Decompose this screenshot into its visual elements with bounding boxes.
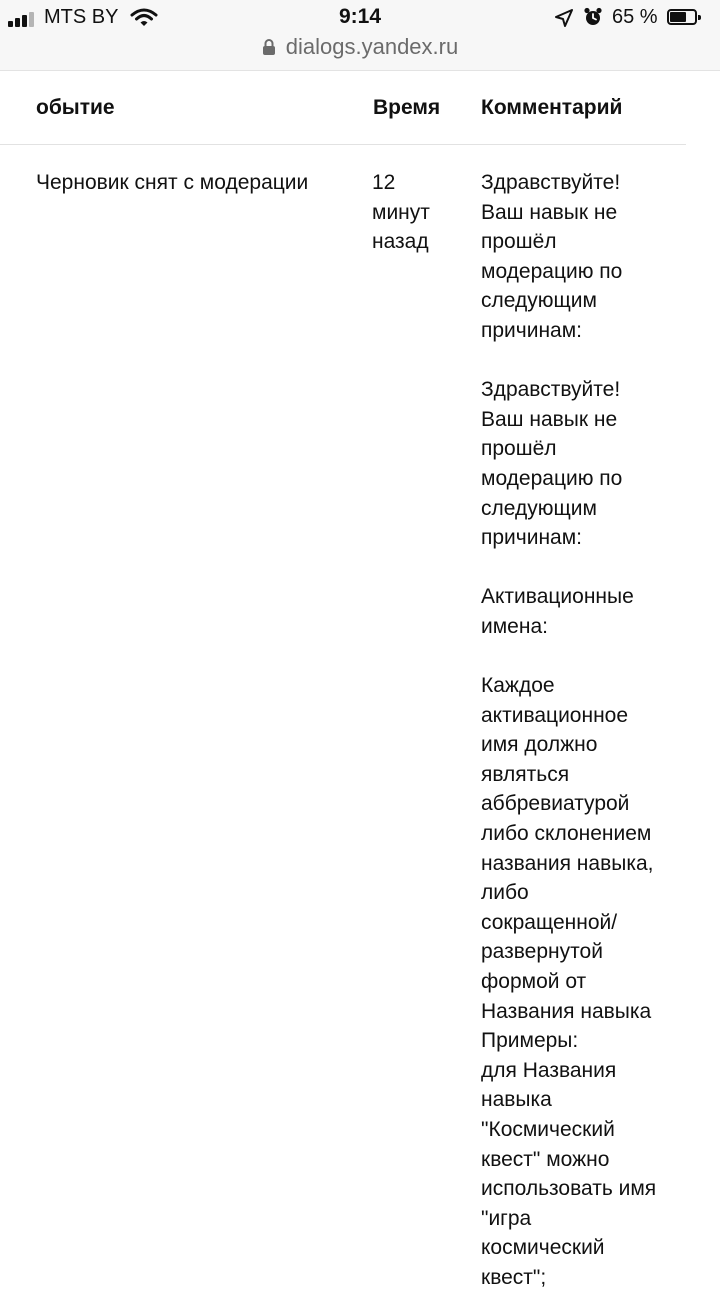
status-bar	[0, 0, 720, 38]
battery-icon	[667, 9, 697, 25]
comment-cell	[481, 168, 701, 1293]
column-header-comment: Комментарий	[481, 96, 623, 119]
battery-percentage: 65 %	[612, 6, 658, 28]
carrier-name: MTS BY	[44, 6, 119, 28]
comment-paragraph: Активационные имена:	[481, 585, 634, 638]
event-cell: Черновик снят с модерации	[36, 171, 309, 194]
address-bar[interactable]	[0, 34, 720, 64]
table-header	[0, 70, 720, 145]
clock: 9:14	[338, 5, 382, 28]
comment-paragraph: Каждое активационное имя должно являться аббревиатурой либо склонением названия навыка, либо сокращенной/ развернутой формой от Названия навыка Примеры: для Названия навыка "Космический квест" можно использовать имя "игра космический квест";	[481, 674, 657, 1289]
header-divider	[0, 144, 686, 145]
column-header-event: обытие	[36, 96, 115, 119]
url-text[interactable]: dialogs.yandex.ru	[285, 34, 459, 59]
comment-paragraph: Здравствуйте! Ваш навык не прошёл модерацию по следующим причинам:	[481, 378, 623, 550]
location-icon	[555, 9, 573, 27]
alarm-icon	[583, 7, 603, 27]
time-cell: 12 минут назад	[372, 171, 430, 254]
browser-top-bar	[0, 0, 720, 71]
comment-paragraph: Здравствуйте! Ваш навык не прошёл модерацию по следующим причинам:	[481, 171, 623, 342]
column-header-time: Время	[373, 96, 441, 119]
lock-icon	[262, 38, 276, 56]
